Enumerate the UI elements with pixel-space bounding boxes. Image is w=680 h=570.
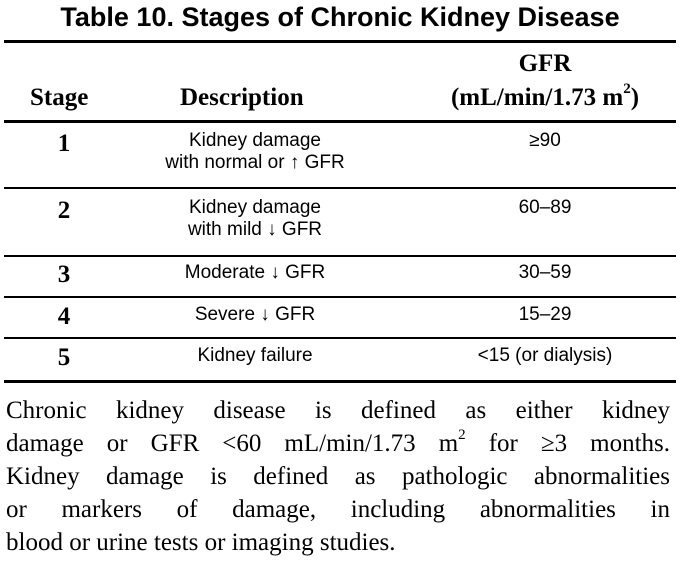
- stage-gfr: ≥90: [529, 130, 561, 151]
- row-divider: [4, 337, 676, 339]
- stage-description: Kidney damage with normal or ↑ GFR: [165, 130, 345, 173]
- stage-number: 2: [57, 197, 71, 224]
- row-divider: [4, 255, 676, 257]
- stage-gfr: <15 (or dialysis): [477, 345, 613, 366]
- stage-description: Kidney damage with mild ↓ GFR: [187, 197, 323, 240]
- bottom-rule: [4, 380, 676, 383]
- header-stage: Stage: [30, 84, 89, 111]
- stage-number: 4: [57, 303, 71, 330]
- stage-description: Moderate ↓ GFR: [184, 262, 326, 283]
- table-title: Table 10. Stages of Chronic Kidney Disease: [60, 2, 620, 32]
- stage-number: 5: [57, 344, 71, 371]
- header-description: Description: [180, 84, 304, 111]
- header-gfr: GFR: [518, 50, 572, 77]
- stage-description: Severe ↓ GFR: [194, 304, 316, 325]
- stage-gfr: 60–89: [518, 197, 572, 218]
- footnote-line: Kidney damage is defined as pathologic abnormalities: [6, 463, 670, 490]
- stage-gfr: 30–59: [518, 262, 572, 283]
- header-gfr-unit: (mL/min/1.73 $m^2$): [450, 80, 640, 111]
- top-rule: [4, 40, 676, 43]
- stage-gfr: 15–29: [518, 304, 572, 325]
- row-divider: [4, 187, 676, 189]
- footnote-line: Chronic kidney disease is defined as either kidney: [6, 397, 670, 424]
- stage-description: Kidney failure: [197, 345, 313, 366]
- row-divider: [4, 296, 676, 298]
- footnote-line: damage or GFR <60 mL/min/1.73 $m^2$ for ≥3 months.: [6, 426, 670, 457]
- stage-number: 1: [57, 130, 71, 157]
- stage-number: 3: [57, 261, 71, 288]
- table-footnote: [6, 394, 670, 559]
- header-rule: [4, 120, 676, 123]
- footnote-line: or markers of damage, including abnormalities in: [6, 496, 670, 523]
- footnote-line: blood or urine tests or imaging studies.: [6, 529, 396, 556]
